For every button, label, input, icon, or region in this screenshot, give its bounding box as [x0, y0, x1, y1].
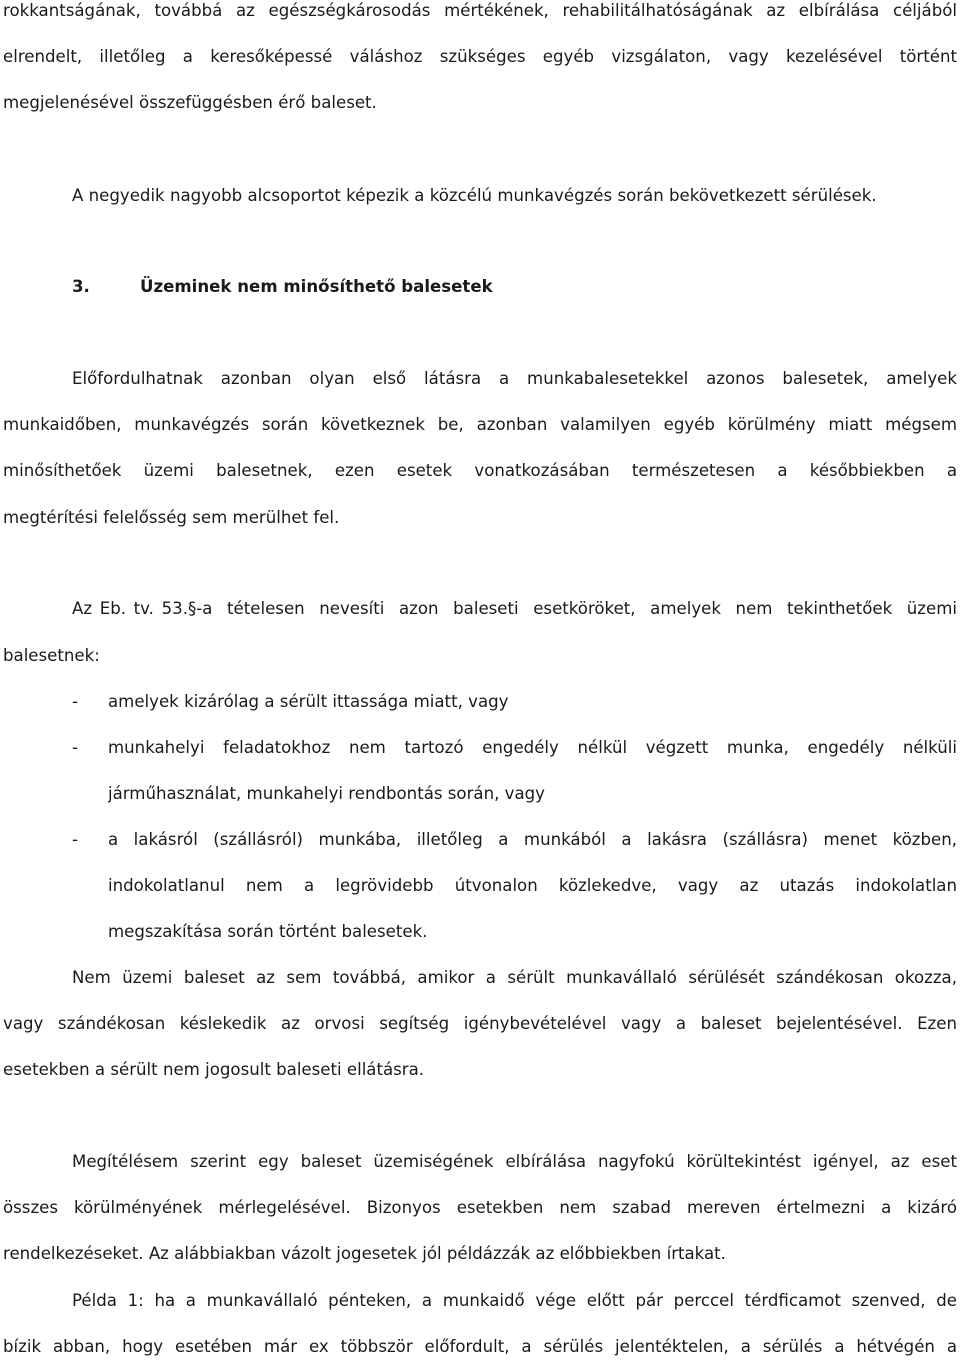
list-bullet: -	[72, 738, 78, 757]
paragraph-line: elrendelt, illetőleg a keresőképessé váláshoz szükséges egyéb vizsgálaton, vagy kezelésével történt	[3, 47, 957, 66]
paragraph-line: esetekben a sérült nem jogosult baleseti ellátásra.	[3, 1060, 425, 1079]
list-item-continuation: megszakítása során történt balesetek.	[108, 922, 428, 941]
paragraph-line: Megítélésem szerint egy baleset üzemiségének elbírálása nagyfokú körültekintést igényel, az eset	[72, 1152, 957, 1171]
list-item: munkahelyi feladatokhoz nem tartozó engedély nélkül végzett munka, engedély nélküli	[108, 738, 957, 757]
list-item-continuation: járműhasználat, munkahelyi rendbontás során, vagy	[108, 784, 545, 803]
paragraph-line: Példa 1: ha a munkavállaló pénteken, a munkaidő vége előtt pár perccel térdficamot szenved, de	[72, 1291, 957, 1310]
paragraph-line: megjelenésével összefüggésben érő baleset.	[3, 93, 377, 112]
paragraph-line: balesetnek:	[3, 646, 100, 665]
law-reference: Az Eb. tv. 53.	[72, 599, 188, 618]
list-bullet: -	[72, 692, 78, 711]
paragraph-line: összes körülményének mérlegelésével. Bizonyos esetekben nem szabad mereven értelmezni a kizáró	[3, 1198, 957, 1217]
list-item-continuation: indokolatlanul nem a legrövidebb útvonalon közlekedve, vagy az utazás indokolatlan	[108, 876, 957, 895]
section-number: 3.	[72, 277, 90, 296]
paragraph-line: munkaidőben, munkavégzés során következnek be, azonban valamilyen egyéb körülmény miatt mégsem	[3, 415, 957, 434]
paragraph-line: vagy szándékosan késlekedik az orvosi segítség igénybevételével vagy a baleset bejelentésével. Ezen	[3, 1014, 957, 1033]
paragraph-line: Nem üzemi baleset az sem továbbá, amikor a sérült munkavállaló sérülését szándékosan okozza,	[72, 968, 957, 987]
section-title: Üzeminek nem minősíthető balesetek	[140, 277, 493, 296]
paragraph-line: rokkantságának, továbbá az egészségkárosodás mértékének, rehabilitálhatóságának az elbírálása céljából	[3, 1, 957, 20]
paragraph-line: bízik abban, hogy esetében már ex többször előfordult, a sérülés jelentéktelen, a sérülés a hétvégén a	[3, 1337, 957, 1356]
paragraph-line: Előfordulhatnak azonban olyan első látásra a munkabalesetekkel azonos balesetek, amelyek	[72, 369, 957, 388]
paragraph-line: A negyedik nagyobb alcsoportot képezik a közcélú munkavégzés során bekövetkezett sérülések.	[72, 186, 877, 205]
section-heading	[72, 276, 493, 298]
list-bullet: -	[72, 830, 78, 849]
paragraph-line: megtérítési felelősség sem merülhet fel.	[3, 508, 340, 527]
paragraph-text: §-a tételesen nevesíti azon baleseti esetköröket, amelyek nem tekinthetőek üzemi	[188, 599, 957, 618]
paragraph-line	[72, 598, 957, 620]
list-item: amelyek kizárólag a sérült ittassága miatt, vagy	[108, 692, 509, 711]
list-item: a lakásról (szállásról) munkába, illetőleg a munkából a lakásra (szállásra) menet közben,	[108, 830, 957, 849]
paragraph-line: rendelkezéseket. Az alábbiakban vázolt jogesetek jól példázzák az előbbiekben írtakat.	[3, 1244, 726, 1263]
paragraph-line: minősíthetőek üzemi balesetnek, ezen esetek vonatkozásában természetesen a későbbiekben a	[3, 461, 957, 480]
